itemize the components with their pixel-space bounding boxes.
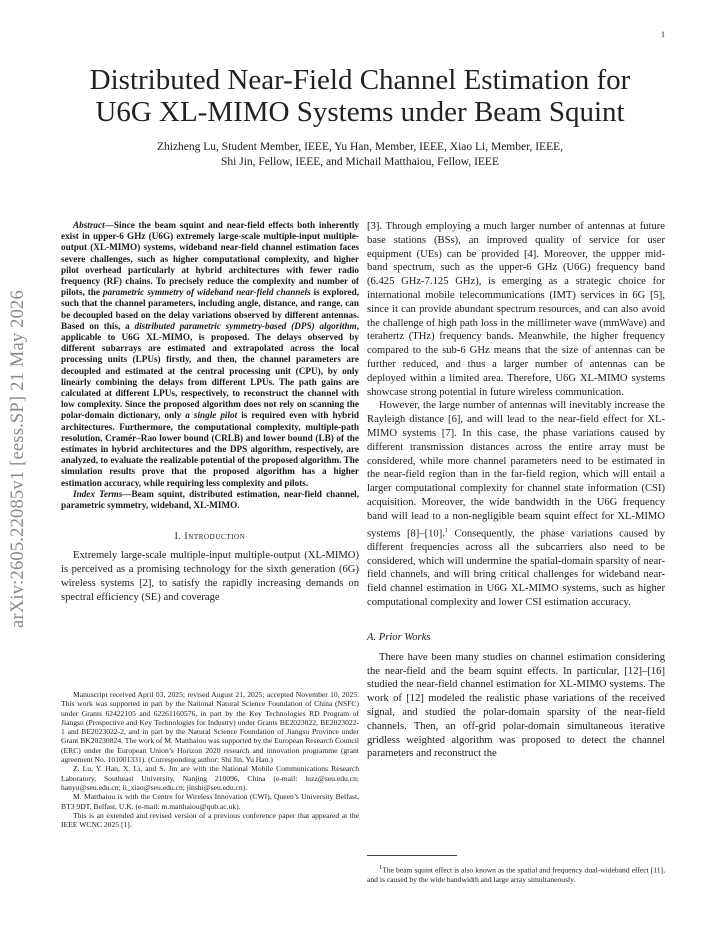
right-column [367,220,665,761]
left-footnotes [61,690,359,829]
footnote-marker: 1 [444,526,449,534]
body-paragraph-2: However, the large number of antennas will inevitably increase the Rayleigh distance [6], and will lead to the near-field effect for XL-MIMO systems [7]. In this case, the phase variations caused by different transmission distances across the entire array must be considered, while more channel parameters need to be estimated in the near-field region than in the far-field region, which will entail a larger computational complexity for channel state information (CSI) acquisition. Moreover, the wide bandwidth in the U6G frequency band will lead to a non-negligible beam squint effect for XL-MIMO systems [8]–[10].$^1$ Consequently, the phase variations caused by different frequencies across all the subcarriers also need to be considered, which will undermine the spatial-domain sparsity of near-field channels, and will bring critical challenges for wideband near-field channel estimation in U6G XL-MIMO systems, such as higher computational complexity and lower CSI estimation accuracy. [367,400,665,609]
body-paragraph-1: [3]. Through employing a much larger number of antennas at future base stations (BSs), an improved quality of service for user equipment (UEs) can be provided [4]. Moreover, the uppper mid-band spectrum, such as the upper-6 GHz (U6G) frequency band (6.425 GHz-7.125 GHz), is emerging as a strategic choice for international mobile telecommunications (IMT) services in 6G [5], since it can provide abundant spectrum resources, and can also avoid the challenge of high path loss in the millimeter wave (mmWave) and terahertz (THz) frequency bands. Meanwhile, the higher frequency compared to the sub-6 GHz means that the size of antennas can be further reduced, and thus a larger number of antennas can be deployed within a limited area. Therefore, U6G XL-MIMO systems showcase strong potential in future wireless communication. [367,221,665,398]
footnote-divider [367,855,457,856]
paper-title [60,64,660,128]
authors-line-1: Zhizheng Lu, Student Member, IEEE, Yu Han, Member, IEEE, Xiao Li, Member, IEEE, [156,141,563,153]
authors-line-2: Shi Jin, Fellow, IEEE, and Michail Matthaiou, Fellow, IEEE [221,156,499,168]
author-list [60,140,660,170]
footnote-extended: This is an extended and revised version of a previous conference paper that appeared at the IEEE WCNC 2025 [1]. [61,810,359,830]
footnote-affiliation-1: Z. Lu, Y. Han, X. Li, and S. Jin are with the National Mobile Communications Research Laboratory, Southeast University, Nanjing 210096, China (e-mail: luzz@seu.edu.cn; hanyu@seu.edu.cn; li_xiao@seu.edu.cn; jinshi@seu.edu.cn). [61,764,359,792]
right-footnote [367,863,665,884]
body-paragraph-3: There have been many studies on channel estimation considering the near-field and the beam squint effects. In particular, [12]–[16] studied the near-field channel estimation for XL-MIMO systems. The work of [12] modeled the realistic phase variations of the received signal, and studied the polar-domain sparsity of the near-field channels. Then, an off-grid polar-domain simultaneous iterative gridless weighted algorithm was proposed to detect the channel parameters and reconstruct the [367,651,665,760]
title-line-1: Distributed Near-Field Channel Estimation for [89,64,631,96]
footnote-beam-squint: $^1$The beam squint effect is also known as the spatial and frequency dual-wideband effect [11], and is caused by the wide bandwidth and large array simultaneously. [367,864,665,884]
subsection-heading-prior-works: A. Prior Works [367,631,431,643]
page-number: 1 [661,30,665,39]
intro-paragraph: Extremely large-scale multiple-input multiple-output (XL-MIMO) is perceived as a promising technology for the sixth generation (6G) wireless systems [2], to satisfy the rapidly increasing demands on spectral efficiency (SE) and coverage [61,550,359,603]
footnote-manuscript: Manuscript received April 03, 2025; revised August 21, 2025; accepted November 10, 2025. This work was supported in part by the National Natural Science Foundation of China (NSFC) under Grants 62422105 and 62261160576, in part by the Key Technologies RD Program of Jiangsu (Prospective and Key Technologies for Industry) under Grants BE2023022, BE2023022-1 and BE2023022-2, and in part by the Natural Science Foundation of Jiangsu Province under Grant BK20230824. The work of M. Matthaiou was supported by the European Research Council (ERC) under the European Union’s Horizon 2020 research and innovation programme (grant agreement No. 101001331). (Corresponding author: Shi Jin, Yu Han.) [61,690,359,765]
abstract-label: Abstract— [73,220,114,230]
footnote-affiliation-2: M. Matthaiou is with the Centre for Wireless Innovation (CWI), Queen’s University Belfast, BT3 9DT, Belfast, U.K. (e-mail: m.matthaiou@qub.ac.uk). [61,792,359,811]
left-column [61,220,359,604]
title-line-2: U6G XL-MIMO Systems under Beam Squint [95,96,625,128]
section-heading-introduction: I. Introduction [174,531,246,543]
arxiv-stamp: arXiv:2605.22085v1 [eess.SP] 21 May 2026 [8,290,28,628]
index-terms-label: Index Terms— [73,488,132,499]
index-terms: Index Terms—Beam squint, distributed estimation, near-field channel, parametric symmetry, wideband, XL-MIMO. [61,488,359,511]
abstract: Abstract—Since the beam squint and near-field effects both inherently exist in upper-6 GHz (U6G) extremely large-scale multiple-input multiple-output (XL-MIMO) systems, wideband near-field channel estimation faces severe challenges, such as higher computational complexity, and higher pilot overhead particularly at hybrid architectures with fewer radio frequency (RF) chains. To precisely reduce the complexity and number of pilots, the parametric symmetry of wideband near-field channels is explored, such that the channel parameters, including angle, distance, and range, can be decoupled based on the delay variations observed by different antennas. Based on this, a distributed parametric symmetry-based (DPS) algorithm, applicable to U6G XL-MIMO, is proposed. The delays observed by different subarrays are estimated and extrapolated across the local processing units (LPUs) firstly, and then, the channel parameters are decoupled and estimated at the central processing unit (CPU), by only linearly combining the delays from different LPUs. The path gains are calculated at different LPUs, respectively, to reconstruct the channel with low complexity. Since the proposed algorithm does not rely on scanning the polar-domain dictionary, only a single pilot is required even with hybrid architectures. Furthermore, the computational complexity, multiple-path resolution, Cramér–Rao lower bound (CRLB) and lower bound (LB) of the estimates in hybrid architectures and the DPS algorithm, respectively, are analyzed, to evaluate the realizable potential of the proposed algorithm. The simulation results prove that the proposed algorithm has a higher estimation accuracy, while requiring less complexity and pilots. [61,220,360,488]
